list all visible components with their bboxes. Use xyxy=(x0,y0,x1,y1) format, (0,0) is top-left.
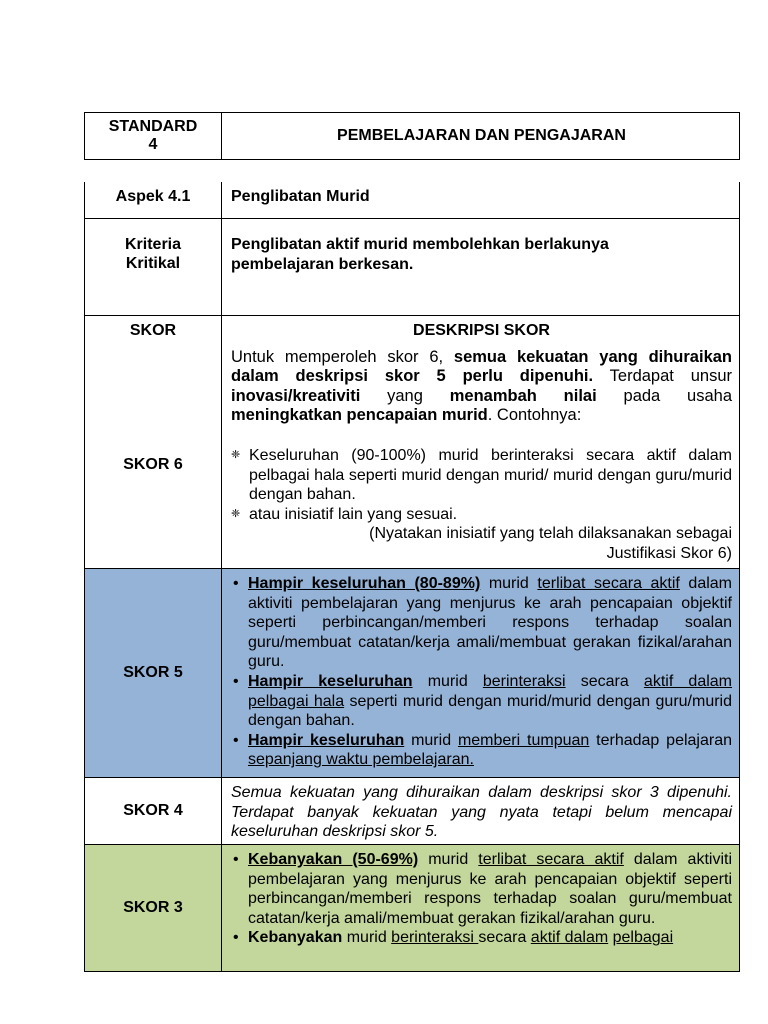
skor3-label-cell xyxy=(85,845,222,972)
skor3-b2-b: murid xyxy=(342,929,392,947)
skor3-b1-b: murid xyxy=(418,851,479,868)
skor6-note-line1: (Nyatakan inisiatif yang telah dilaksanakan sebagai xyxy=(369,525,732,543)
standard-row xyxy=(85,113,740,160)
skor3-label: SKOR 3 xyxy=(123,899,183,916)
skor5-item-2 xyxy=(233,672,732,731)
standard-label-line1: STANDARD xyxy=(108,118,198,135)
skor5-item-3 xyxy=(233,731,733,770)
skor5-b2-a: Hampir keseluruhan xyxy=(248,672,413,690)
skor6-intro-2: semua kekuatan yang dihuraikan dalam deskripsi skor 5 perlu dipenuhi. xyxy=(231,347,732,386)
skor5-b2-e: aktif dalam pelbagai hala xyxy=(248,672,732,710)
skor3-b2-a: Kebanyakan xyxy=(248,929,343,947)
standard-title-cell xyxy=(222,113,740,160)
skor3-b2-g: pelbagai xyxy=(612,929,674,947)
kriteria-label-cell xyxy=(85,219,222,316)
skor-header-label: SKOR xyxy=(129,322,177,339)
aspek-value-cell xyxy=(222,182,740,219)
skor3-b1-a: Kebanyakan (50-69%) xyxy=(248,851,419,868)
skor5-b3-d: terhadap pelajaran xyxy=(589,731,733,749)
kriteria-label-line1: Kriteria xyxy=(124,236,182,253)
skor5-b2-b: murid xyxy=(412,672,483,690)
star-bullet-icon: ❈ xyxy=(231,448,241,461)
bullet-icon: • xyxy=(233,731,239,749)
skor6-desc-cell xyxy=(222,316,740,569)
skor3-desc-cell xyxy=(222,845,740,972)
skor6-item-1-text: Keseluruhan (90-100%) murid berinteraksi secara aktif dalam pelbagai hala seperti murid dengan murid/ murid dengan guru/murid dengan bahan. xyxy=(249,446,732,504)
skor5-b2-f: seperti murid dengan murid/murid dengan guru/murid dengan bahan. xyxy=(248,692,732,730)
skor5-b3-b: murid xyxy=(404,731,458,749)
skor6-label: SKOR 6 xyxy=(123,456,183,473)
skor6-intro-6: menambah nilai xyxy=(449,386,597,405)
skor3-b1-d: dalam aktiviti pembelajaran yang menjurus ke arah pencapaian objektif seperti perbincangan/memberi respons terhadap soalan guru/membuat catatan/kerja amali/membuat gerakan fizikal/arahan guru. xyxy=(248,851,732,927)
skor4-desc-cell xyxy=(222,778,740,845)
skor6-intro-4: inovasi/kreativiti xyxy=(231,386,361,405)
skor6-intro-8: meningkatkan pencapaian murid xyxy=(231,406,488,425)
skor6-list xyxy=(231,446,732,524)
skor6-item-1 xyxy=(231,446,732,505)
skor6-row xyxy=(85,316,740,569)
kriteria-row xyxy=(85,219,740,316)
bullet-icon: • xyxy=(233,851,239,868)
skor5-b2-d: secara xyxy=(565,672,644,690)
skor5-b2-c: berinteraksi xyxy=(482,672,566,690)
bullet-icon: • xyxy=(233,575,239,592)
skor5-row xyxy=(85,569,740,778)
skor6-note xyxy=(231,524,732,563)
skor3-row xyxy=(85,845,740,972)
skor6-label-cell xyxy=(85,316,222,569)
skor6-item-2 xyxy=(231,505,732,525)
skor4-label: SKOR 4 xyxy=(123,802,183,819)
standard-label-line2: 4 xyxy=(148,136,158,153)
skor5-b3-e: sepanjang waktu pembelajaran. xyxy=(248,751,474,769)
skor5-desc-cell xyxy=(222,569,740,778)
aspek-label: Aspek 4.1 xyxy=(115,188,191,205)
skor5-b1-b: murid xyxy=(480,575,538,592)
standard-table xyxy=(84,112,740,160)
kriteria-value: Penglibatan aktif murid membolehkan berlakunya pembelajaran berkesan. xyxy=(231,236,609,273)
skor3-b2-c: berinteraksi xyxy=(391,929,479,947)
skor3-item-2 xyxy=(233,928,732,948)
skor5-item-1 xyxy=(233,574,732,672)
skor4-label-cell xyxy=(85,778,222,845)
skor6-intro-9: . Contohnya: xyxy=(487,406,582,425)
aspek-value: Penglibatan Murid xyxy=(231,188,370,205)
skor6-intro-7: pada usaha xyxy=(596,386,733,405)
skor5-label-cell xyxy=(85,569,222,778)
skor6-intro-5: yang xyxy=(360,386,450,405)
aspek-label-cell xyxy=(85,182,222,219)
skor5-b3-c: memberi tumpuan xyxy=(457,731,590,749)
skor6-intro xyxy=(231,348,732,426)
standard-title: PEMBELAJARAN DAN PENGAJARAN xyxy=(337,127,626,145)
kriteria-label-line2: Kritikal xyxy=(125,255,181,272)
skor-header-title: DESKRIPSI SKOR xyxy=(413,322,550,339)
skor3-b2-d: secara xyxy=(478,929,531,947)
kriteria-value-cell xyxy=(222,219,740,316)
skor5-b1-c: terlibat secara aktif xyxy=(537,575,680,592)
standard-label-cell xyxy=(85,113,222,160)
skor3-b2-e: aktif dalam xyxy=(530,929,609,947)
skor5-list xyxy=(231,574,732,770)
aspek-row xyxy=(85,182,740,219)
skor4-row xyxy=(85,778,740,845)
skor6-intro-3: Terdapat unsur xyxy=(593,367,732,386)
skor5-label: SKOR 5 xyxy=(123,664,183,681)
skor5-b3-a: Hampir keseluruhan xyxy=(248,731,405,749)
skor4-text: Semua kekuatan yang dihuraikan dalam deskripsi skor 3 dipenuhi. Terdapat banyak kekuatan yang nyata tetapi belum mencapai keseluruhan deskripsi skor 5. xyxy=(231,784,732,841)
skor3-item-1 xyxy=(233,850,732,928)
bullet-icon: • xyxy=(233,672,239,690)
skor6-note-line2: Justifikasi Skor 6) xyxy=(606,544,732,562)
skor5-b1-a: Hampir keseluruhan (80-89%) xyxy=(248,575,481,592)
bullet-icon: • xyxy=(233,929,239,947)
skor3-list xyxy=(231,850,732,948)
aspek-table xyxy=(84,182,740,972)
skor3-b1-c: terlibat secara aktif xyxy=(478,851,624,868)
skor6-item-2-text: atau inisiatif lain yang sesuai. xyxy=(249,505,458,523)
skor6-intro-1: Untuk memperoleh skor 6, xyxy=(231,347,454,366)
star-bullet-icon: ❈ xyxy=(231,507,241,520)
skor5-b1-d: dalam aktiviti pembelajaran yang menjurus ke arah pencapaian objektif seperti perbincangan/memberi respons terhadap soalan guru/membuat catatan/kerja amali/membuat gerakan fizikal/arahan guru. xyxy=(248,575,732,671)
